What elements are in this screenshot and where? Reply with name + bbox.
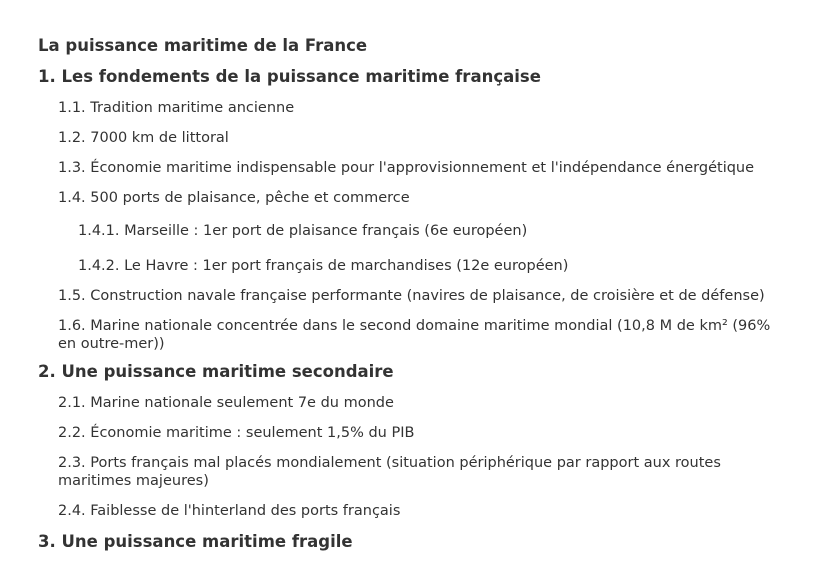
outline-item-1-2: 1.2. 7000 km de littoral <box>58 130 229 146</box>
outline-item-2-4: 2.4. Faiblesse de l'hinterland des ports français <box>58 503 401 519</box>
document-title: La puissance maritime de la France <box>38 36 368 55</box>
outline-item-2-2: 2.2. Économie maritime : seulement 1,5% du PIB <box>58 425 415 441</box>
outline-item-1-3: 1.3. Économie maritime indispensable pour l'approvisionnement et l'indépendance énergétique <box>58 160 755 176</box>
outline-item-2-3: 2.3. Ports français mal placés mondialement (situation périphérique par rapport aux routes maritimes majeures) <box>58 455 721 489</box>
outline-item-1-4: 1.4. 500 ports de plaisance, pêche et commerce <box>58 190 410 206</box>
section-heading-2: 2. Une puissance maritime secondaire <box>38 362 394 381</box>
outline-item-2-1: 2.1. Marine nationale seulement 7e du monde <box>58 395 394 411</box>
outline-item-1-1: 1.1. Tradition maritime ancienne <box>58 100 295 116</box>
outline-item-1-4-1: 1.4.1. Marseille : 1er port de plaisance français (6e européen) <box>78 223 528 239</box>
section-heading-3: 3. Une puissance maritime fragile <box>38 532 353 551</box>
outline-item-1-6: 1.6. Marine nationale concentrée dans le second domaine maritime mondial (10,8 M de km² (96% en outre-mer)) <box>58 318 771 352</box>
outline-item-1-4-2: 1.4.2. Le Havre : 1er port français de marchandises (12e européen) <box>78 258 569 274</box>
outline-item-1-5: 1.5. Construction navale française performante (navires de plaisance, de croisière et de défense) <box>58 288 765 304</box>
section-heading-1: 1. Les fondements de la puissance maritime française <box>38 67 541 86</box>
